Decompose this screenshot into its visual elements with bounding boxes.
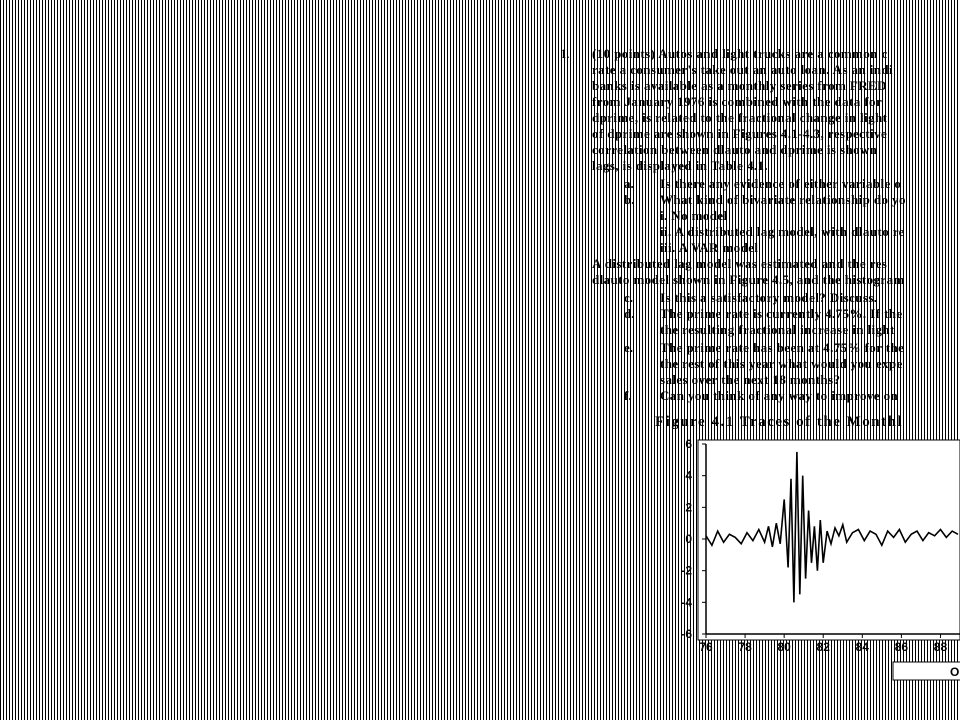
- item-letter: b.: [624, 192, 635, 207]
- item-text: sales over the next 18 months?: [660, 372, 841, 387]
- y-tick-label: -6: [681, 627, 692, 641]
- y-tick-label: 0: [685, 532, 692, 546]
- item-letter: e.: [624, 340, 634, 355]
- paragraph-line: rate a consumer's take out an auto loan. As an indi: [592, 62, 894, 77]
- sub-item: iii. A VAR model: [660, 240, 759, 255]
- item-letter: a.: [624, 176, 634, 191]
- sub-item: ii. A distributed lag model, with dlauto re: [660, 224, 905, 239]
- paragraph-line: (10 points) Autos and light trucks are a common c: [592, 46, 888, 61]
- y-tick-label: 4: [685, 468, 692, 483]
- item-text: The prime rate is currently 4.75%. If the: [660, 306, 903, 321]
- x-tick-label: 76: [699, 640, 713, 654]
- paragraph-line: from January 1976 is combined with the data for: [592, 94, 883, 109]
- x-tick-label: 80: [777, 640, 791, 654]
- y-tick-label: 2: [685, 500, 692, 515]
- paragraph-line: of dprime are shown in Figures 4.1-4.3, respective: [592, 126, 888, 141]
- item-text: Is there any evidence of either variable o: [660, 176, 902, 191]
- paragraph-line: lags, is displayed in Table 4.1.: [592, 158, 769, 173]
- paragraph-line: dprime, is related to the fractional change in light: [592, 110, 888, 125]
- item-text: What kind of bivariate relationship do yo: [660, 192, 906, 207]
- item-letter: d.: [624, 306, 635, 321]
- y-tick-label: 6: [685, 437, 692, 451]
- sub-item: i. No model: [660, 208, 728, 223]
- x-tick-label: 82: [816, 640, 830, 654]
- paragraph-line: correlation between dlauto and dprime is shown: [592, 142, 878, 157]
- item-text: the rest of this year what would you expe: [660, 356, 903, 371]
- legend-label: O: [950, 665, 960, 679]
- x-tick-label: 86: [894, 640, 909, 654]
- paragraph-line: dlauto model shown in Figure 4.5, and the histogram: [592, 272, 905, 287]
- item-letter: c.: [624, 290, 634, 305]
- paragraph-line: A distributed lag model was estimated and the res: [592, 256, 888, 271]
- item-text: Is this a satisfactory model? Discuss.: [660, 290, 878, 305]
- x-tick-label: 88: [933, 640, 948, 654]
- question-number: 1.: [560, 46, 570, 61]
- item-letter: f.: [624, 388, 632, 403]
- y-tick-label: -2: [681, 563, 692, 578]
- item-text: the resulting fractional increase in light: [660, 322, 895, 337]
- item-text: The prime rate has been at 4.75% for the: [660, 340, 905, 355]
- x-tick-label: 84: [855, 640, 869, 654]
- item-text: Can you think of any way to improve on: [660, 388, 899, 403]
- figure-title: Figure 4.1 Traces of the Monthl: [655, 414, 904, 430]
- paragraph-line: banks is available as a monthly series from FRED: [592, 78, 887, 93]
- x-tick-label: 78: [738, 640, 752, 654]
- y-tick-label: -4: [681, 595, 692, 610]
